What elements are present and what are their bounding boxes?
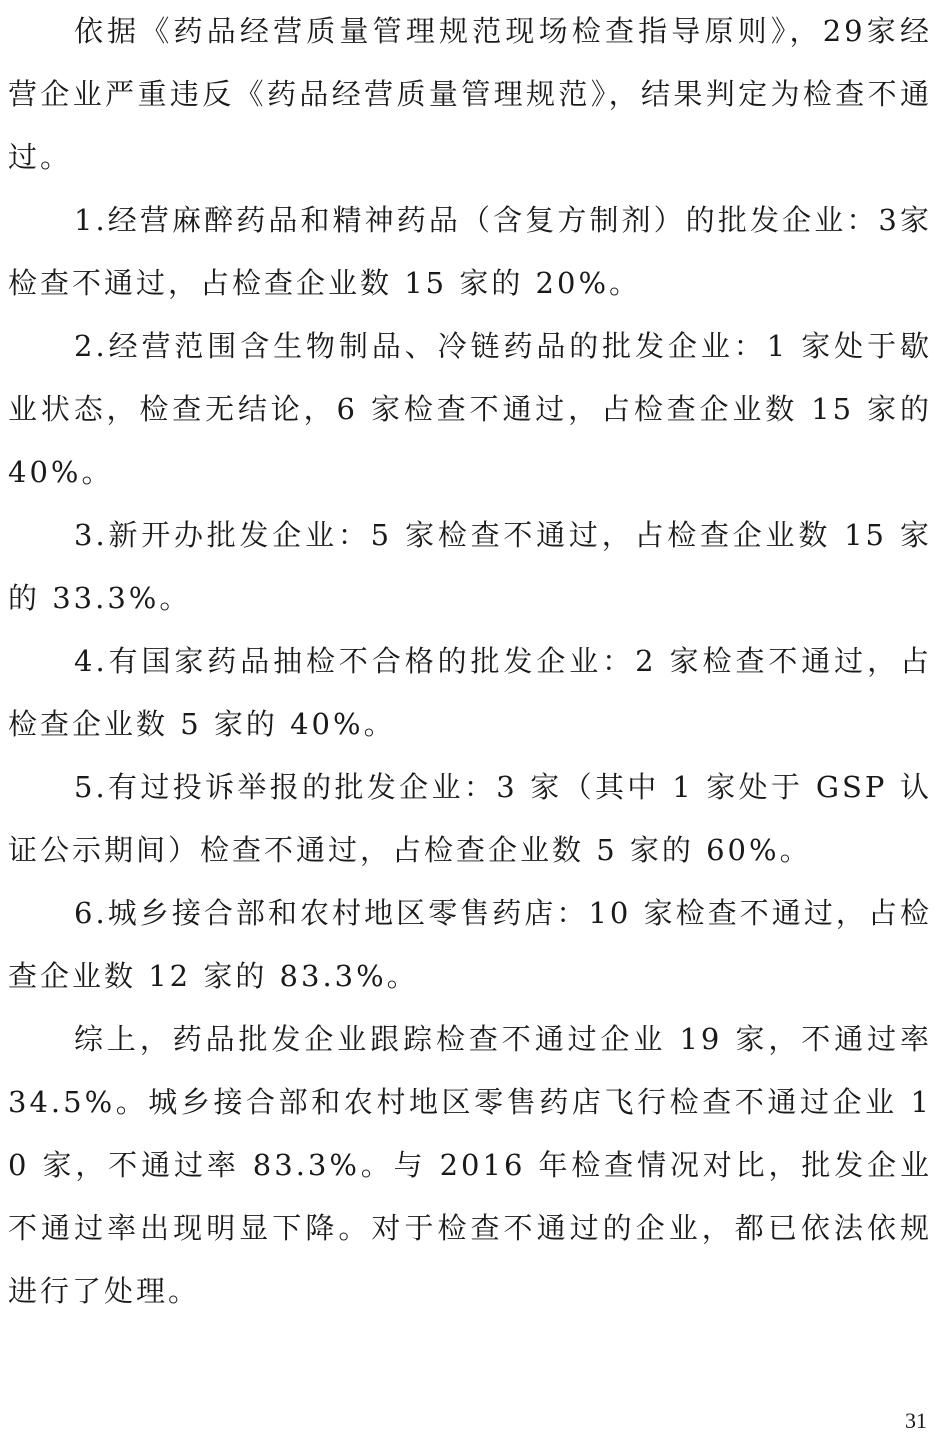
paragraph-item-6: 6.城乡接合部和农村地区零售药店：10 家检查不通过，占检查企业数 12 家的 83.3%。 [8, 896, 932, 993]
document-body [8, 0, 932, 1323]
paragraph-summary: 综上，药品批发企业跟踪检查不通过企业 19 家，不通过率 34.5%。城乡接合部和农村地区零售药店飞行检查不通过企业 10 家，不通过率 83.3%。与 2016 年检查情况对比，批发企业不通过率出现明显下降。对于检查不通过的企业，都已依法依规进行了处理。 [8, 1022, 932, 1308]
paragraph-item-5: 5.有过投诉举报的批发企业：3 家（其中 1 家处于 GSP 认证公示期间）检查不通过，占检查企业数 5 家的 60%。 [8, 770, 932, 867]
paragraph-item-2: 2.经营范围含生物制品、冷链药品的批发企业：1 家处于歇业状态，检查无结论，6 家检查不通过，占检查企业数 15 家的 40%。 [8, 329, 932, 489]
paragraph-item-3: 3.新开办批发企业：5 家检查不通过，占检查企业数 15 家的 33.3%。 [8, 518, 932, 615]
paragraph-item-1: 1.经营麻醉药品和精神药品（含复方制剂）的批发企业：3家检查不通过，占检查企业数 15 家的 20%。 [8, 203, 932, 300]
page-number: 31 [905, 1408, 927, 1433]
paragraph-intro: 依据《药品经营质量管理规范现场检查指导原则》，29家经营企业严重违反《药品经营质量管理规范》，结果判定为检查不通过。 [8, 14, 932, 174]
paragraph-item-4: 4.有国家药品抽检不合格的批发企业：2 家检查不通过，占检查企业数 5 家的 40%。 [8, 644, 932, 741]
